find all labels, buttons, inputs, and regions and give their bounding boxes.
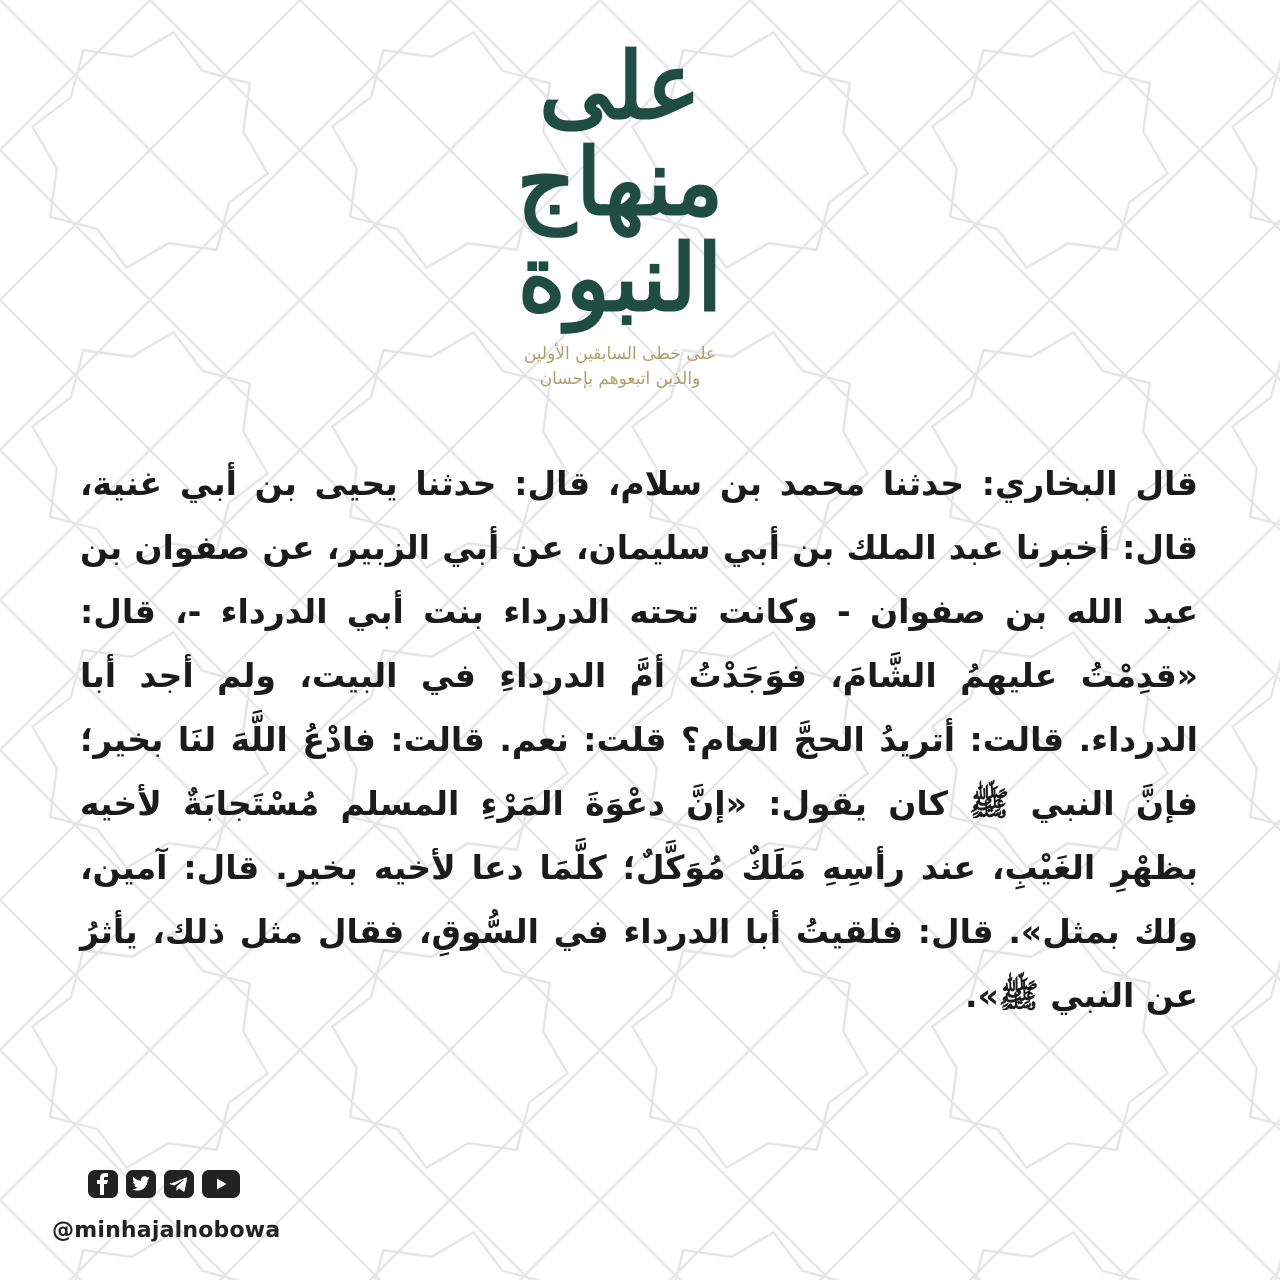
pattern-line [300, 1200, 600, 1280]
pattern-line [1200, 450, 1280, 600]
pattern-line [1200, 300, 1280, 600]
pattern-line [1200, 600, 1280, 900]
pattern-line [750, 1200, 900, 1280]
social-handle: @minhajalnobowa [52, 1218, 281, 1243]
pattern-line [1200, 0, 1280, 150]
pattern-line [450, 1200, 600, 1280]
pattern-line [900, 1200, 1200, 1280]
twitter-icon[interactable] [126, 1170, 156, 1198]
pattern-line [1200, 1050, 1280, 1200]
pattern-star [932, 1232, 1167, 1280]
logo-word-nobowa: النبوة [517, 224, 723, 332]
pattern-star [632, 1232, 867, 1280]
logo-tagline-2: والذين اتبعوهم بإحسان [539, 369, 701, 389]
pattern-line [1200, 300, 1280, 450]
pattern-line [1200, 0, 1280, 300]
pattern-line [900, 1200, 1200, 1280]
pattern-star [1232, 932, 1280, 1167]
pattern-line [600, 1200, 900, 1280]
pattern-line [300, 1200, 600, 1280]
brand-logo [470, 30, 770, 410]
pattern-star [1232, 632, 1280, 867]
logo-word-ala: على [538, 32, 702, 140]
facebook-icon[interactable] [88, 1170, 118, 1198]
pattern-line [1200, 300, 1280, 600]
telegram-icon[interactable] [164, 1170, 194, 1198]
logo-tagline-1: على خطى السابقين الأولين [523, 344, 717, 364]
pattern-star [332, 1232, 567, 1280]
pattern-star [1232, 32, 1280, 267]
pattern-line [900, 1200, 1050, 1280]
pattern-line [1050, 1200, 1200, 1280]
pattern-line [600, 1200, 900, 1280]
pattern-star [1232, 332, 1280, 567]
pattern-line [300, 1200, 450, 1280]
pattern-line [1200, 600, 1280, 900]
pattern-line [1200, 900, 1280, 1050]
pattern-line [1200, 900, 1280, 1200]
pattern-line [1200, 600, 1280, 750]
hadith-text: قال البخاري: حدثنا محمد بن سلام، قال: حدثنا يحيى بن أبي غنية، قال: أخبرنا عبد الملك بن أبي سليمان، عن أبي الزبير، عن صفوان بن عبد الله بن صفوان - وكانت تحته الدرداء بنت أبي الدرداء -، قال: «قدِمْتُ عليهمُ الشَّامَ، فوَجَدْتُ أمَّ الدرداءِ في البيت، ولم أجد أبا الدرداء. قالت: أتريدُ الحجَّ العام؟ قلت: نعم. قالت: فادْعُ اللَّهَ لنَا بخير؛ فإنَّ النبي ﷺ كان يقول: «إنَّ دعْوَةَ المَرْءِ المسلم مُسْتَجابَةٌ لأخيه بظهْرِ الغَيْبِ، عند رأسِهِ مَلَكٌ مُوَكَّلٌ؛ كلَّمَا دعا لأخيه بخير. قال: آمين، ولك بمثل». قال: فلقيتُ أبا الدرداء في السُّوقِ، فقال مثل ذلك، يأثرُ عن النبي ﷺ». [80, 464, 1198, 1015]
youtube-icon[interactable] [202, 1170, 240, 1198]
pattern-line [1200, 1200, 1280, 1280]
pattern-line [600, 1200, 750, 1280]
social-icons [88, 1170, 240, 1198]
pattern-line [1200, 750, 1280, 900]
pattern-line [1200, 150, 1280, 300]
pattern-line [1200, 0, 1280, 300]
pattern-line [1200, 900, 1280, 1200]
logo-word-minhaj: منهاج [516, 128, 724, 236]
